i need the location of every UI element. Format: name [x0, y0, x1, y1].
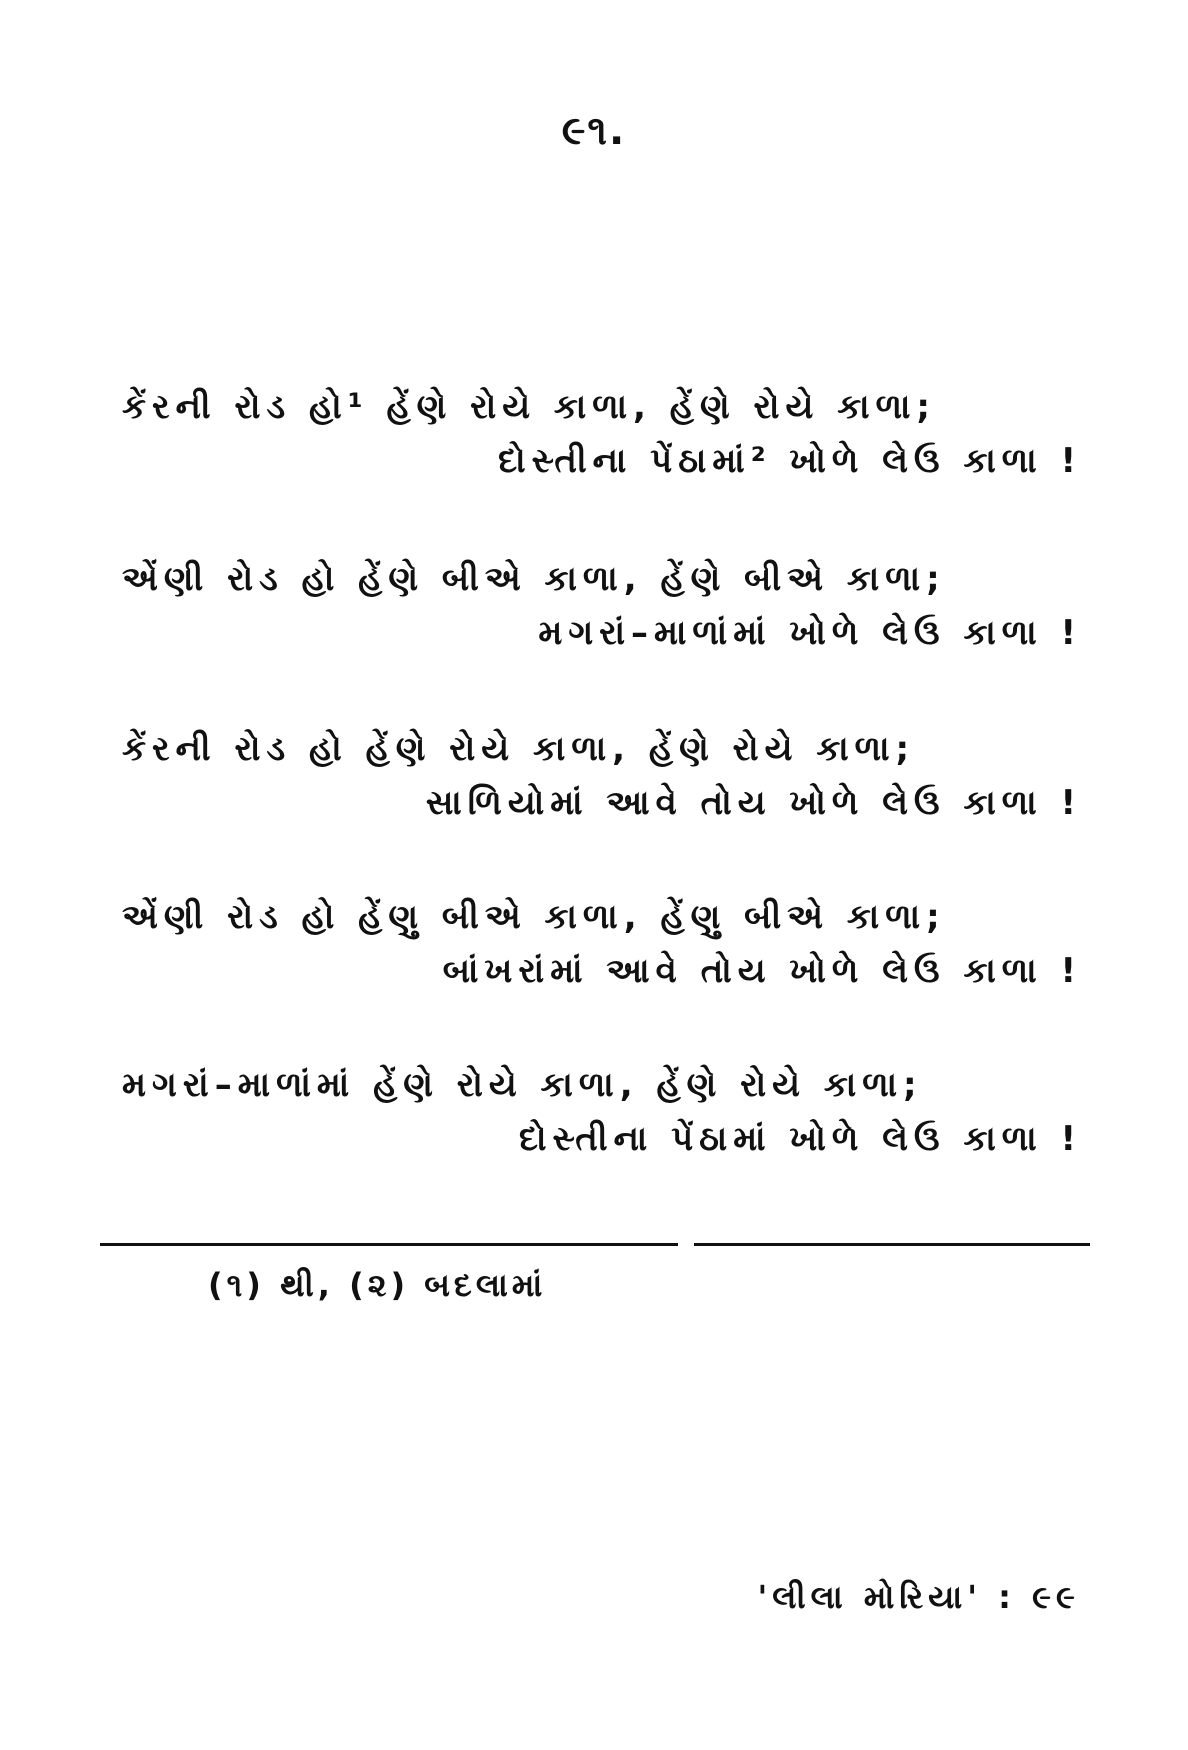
poem-number: ૯૧.: [561, 108, 627, 154]
footnote-divider-right: [694, 1243, 1090, 1246]
stanza-1: [122, 380, 1082, 488]
stanza-3-line-1: કેંરની રોડ હો હેંણે રોયે કાળા, હેંણે રોયે કાળા;: [122, 729, 916, 769]
stanza-2-line-1: એંણી રોડ હો હેંણે બીએ કાળા, હેંણે બીએ કાળા;: [122, 559, 946, 599]
stanza-3-line-2: સાળિયોમાં આવે તોય ખોળે લેઉ કાળા !: [425, 783, 1082, 823]
stanza-5-line-1: મગરાં–માળાંમાં હેંણે રોયે કાળા, હેંણે રોયે કાળા;: [122, 1065, 923, 1105]
stanza-4-line-1: એંણી રોડ હો હેંણુ બીએ કાળા, હેંણુ બીએ કાળા;: [122, 897, 946, 937]
footnote: (૧) થી, (૨) બદલામાં: [208, 1266, 547, 1304]
stanza-5-line-2: દોસ્તીના પેંઠામાં ખોળે લેઉ કાળા !: [518, 1119, 1082, 1159]
stanza-2-line-2: મગરાં–માળાંમાં ખોળે લેઉ કાળા !: [538, 613, 1082, 653]
stanza-1-line-1: કેંરની રોડ હો¹ હેંણે રોયે કાળા, હેંણે રોયે કાળા;: [122, 387, 937, 427]
page-footer: 'લીલા મોરિયા' : ૯૯: [757, 1578, 1080, 1616]
stanza-1-line-2: દોસ્તીના પેંઠામાં² ખોળે લેઉ કાળા !: [498, 441, 1082, 481]
stanza-4-line-2: બાંખરાંમાં આવે તોય ખોળે લેઉ કાળા !: [442, 951, 1082, 991]
footnote-divider-left: [100, 1243, 678, 1246]
stanza-2: [122, 552, 1082, 660]
stanza-3: [122, 722, 1082, 830]
stanza-4: [122, 890, 1082, 998]
stanza-5: [122, 1058, 1082, 1166]
